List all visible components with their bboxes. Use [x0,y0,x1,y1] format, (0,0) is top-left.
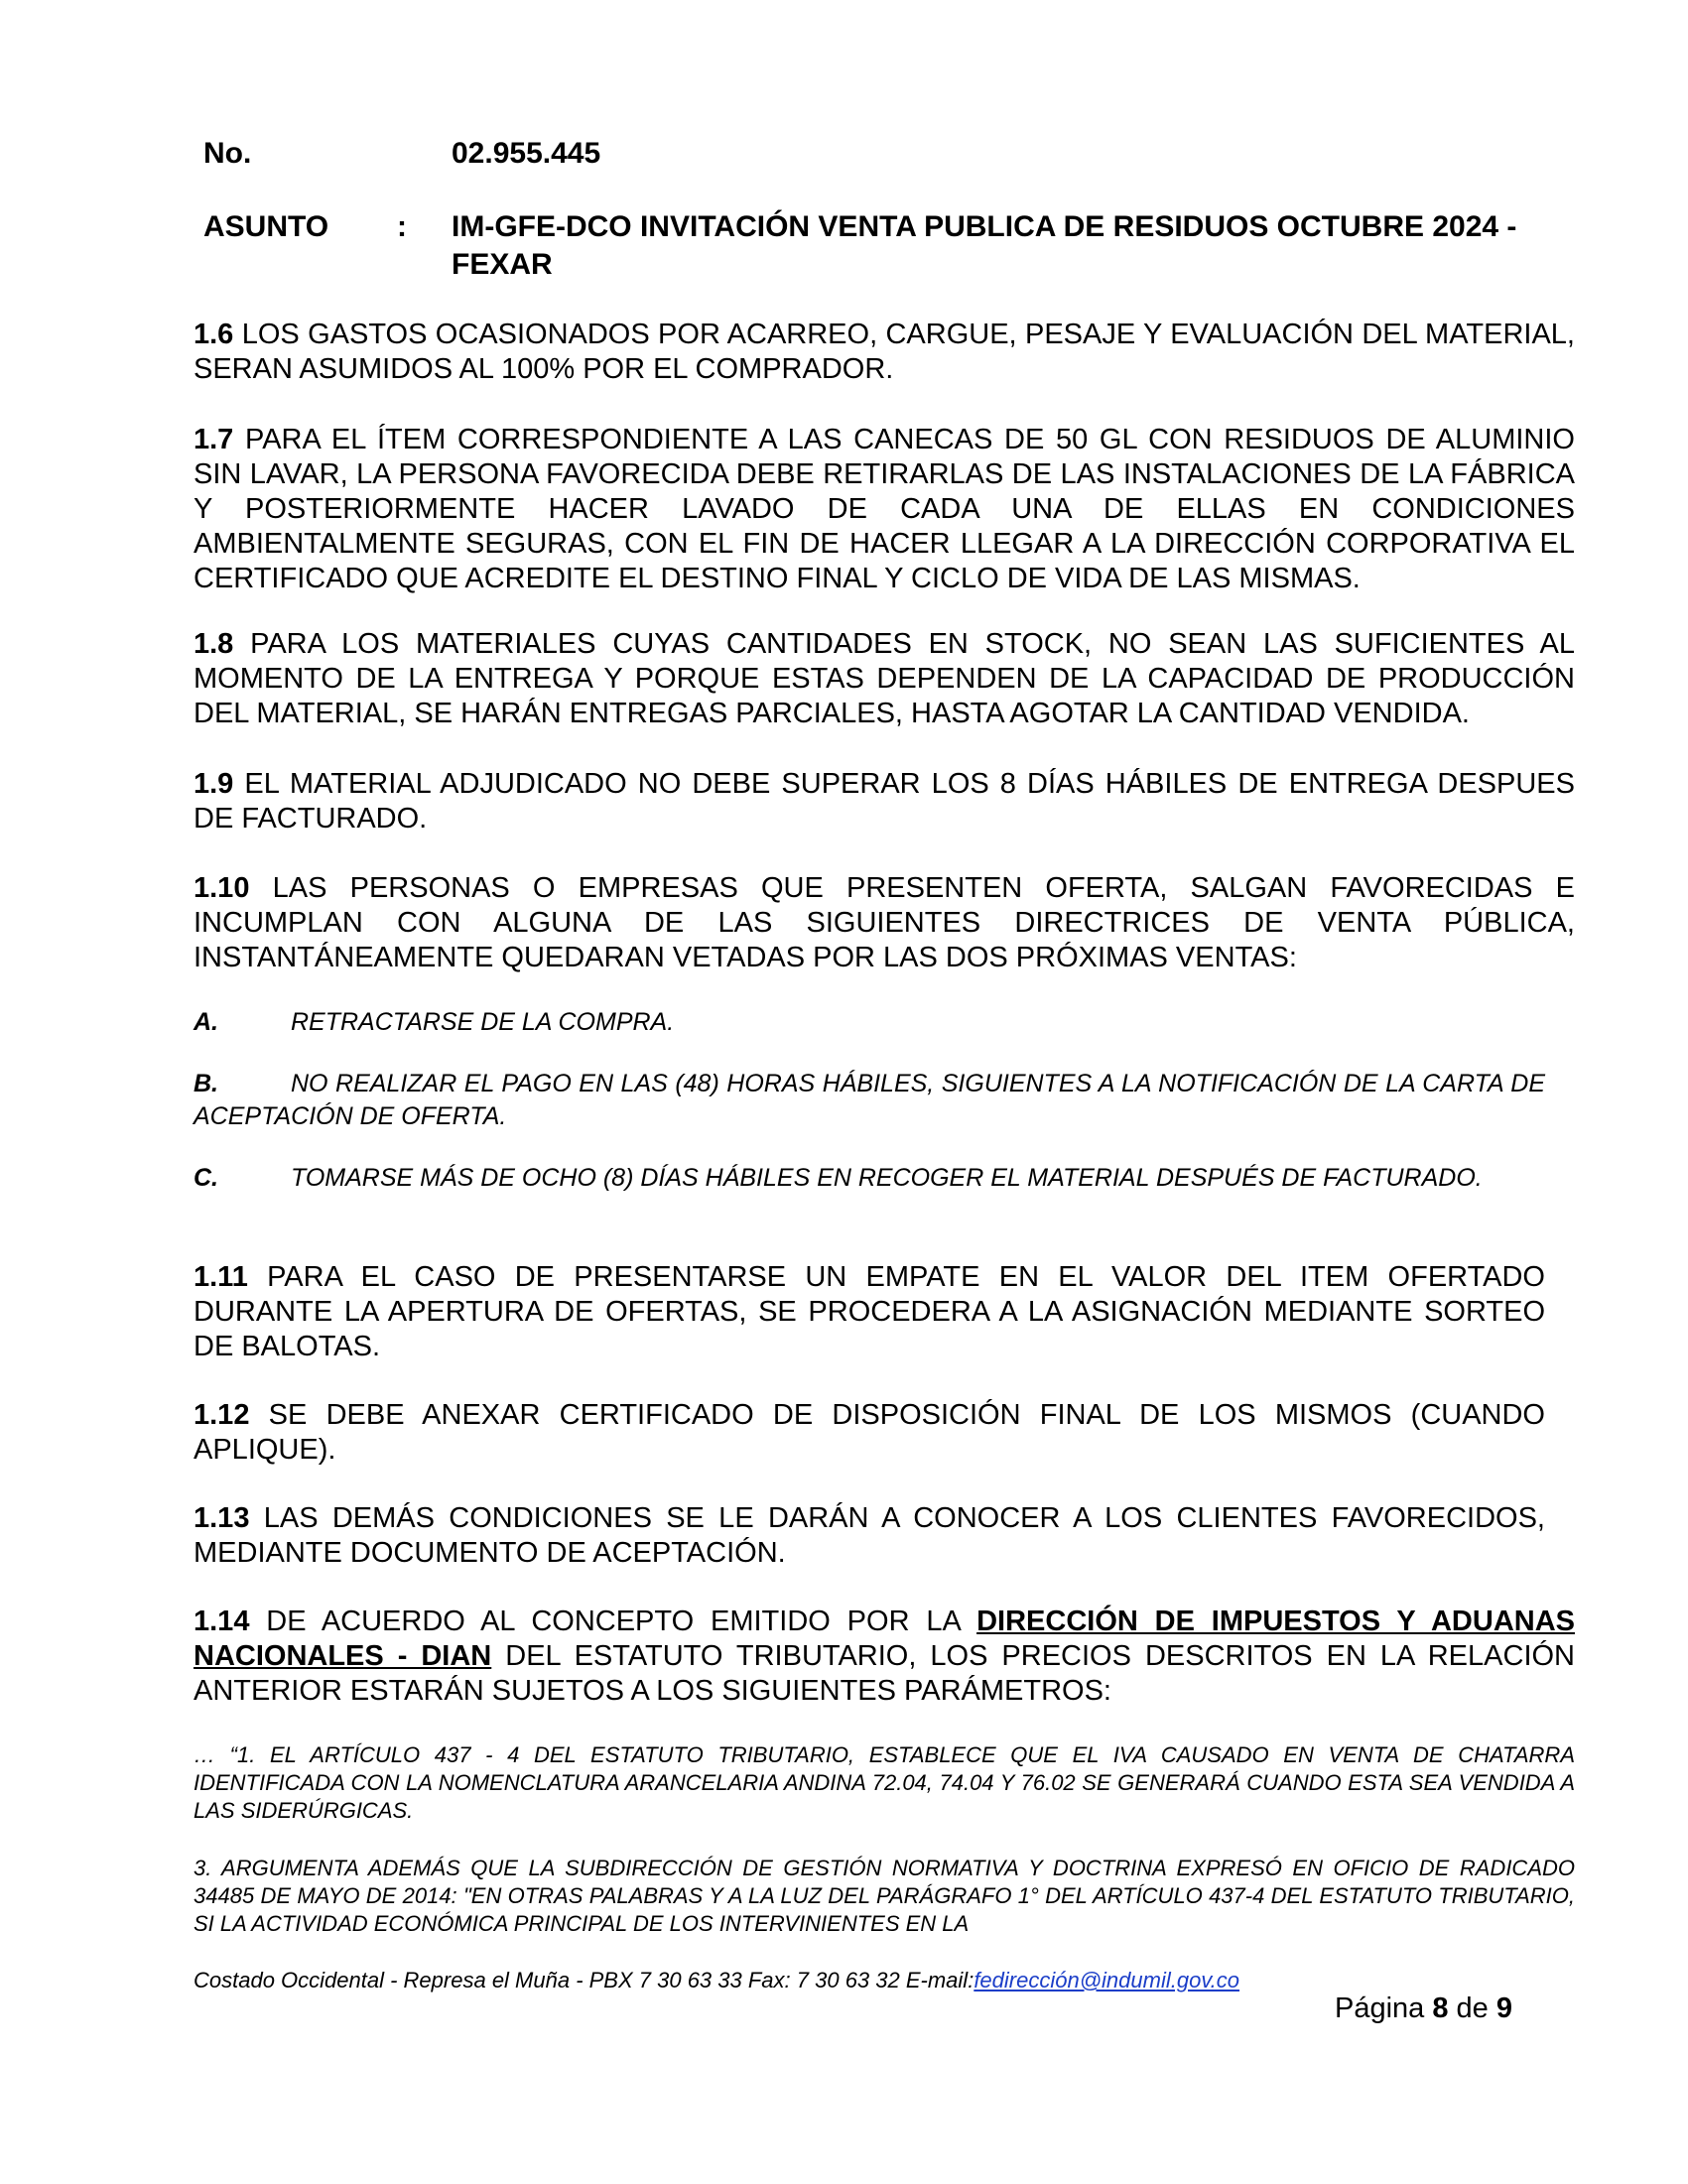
subject-text: IM-GFE-DCO INVITACIÓN VENTA PUBLICA DE RESIDUOS OCTUBRE 2024 - FEXAR [452,210,1517,281]
item-number: 1.14 [194,1606,250,1637]
literal-b [194,1068,1545,1133]
item-number: 1.13 [194,1502,250,1534]
item-1-13 [194,1501,1545,1571]
item-text: DE ACUERDO AL CONCEPTO EMITIDO POR LA [249,1606,977,1637]
no-label: No. [203,137,252,170]
item-number: 1.7 [194,424,234,455]
item-text: SE DEBE ANEXAR CERTIFICADO DE DISPOSICIÓN FINAL DE LOS MISMOS (CUANDO APLIQUE). [194,1399,1545,1466]
item-1-14 [194,1605,1575,1709]
item-number: 1.11 [194,1261,248,1293]
item-number: 1.8 [194,628,234,660]
item-1-8 [194,627,1575,731]
literal-text: NO REALIZAR EL PAGO EN LAS (48) HORAS HÁBILES, SIGUIENTES A LA NOTIFICACIÓN DE LA CARTA DE ACEPTACIÓN DE OFERTA. [194,1070,1545,1130]
dian-reference: DIRECCIÓN DE IMPUESTOS Y ADUANAS NACIONALES - DIAN [194,1606,1575,1672]
item-number: 1.10 [194,872,250,904]
item-1-7 [194,423,1575,596]
literal-text: TOMARSE MÁS DE OCHO (8) DÍAS HÁBILES EN RECOGER EL MATERIAL DESPUÉS DE FACTURADO. [291,1164,1483,1192]
literal-a [194,1006,1545,1039]
literal-c [194,1162,1545,1195]
item-1-6 [194,318,1575,387]
page-number [1335,1992,1512,2025]
item-text: PARA EL ÍTEM CORRESPONDIENTE A LAS CANECAS DE 50 GL CON RESIDUOS DE ALUMINIO SIN LAVAR, LA PERSONA FAVORECIDA DEBE RETIRARLAS DE LAS INSTALACIONES DE LA FÁBRICA Y POSTERIORMENTE HACER LAVADO DE CADA UNA DE ELLAS EN CONDICIONES AMBIENTALMENTE SEGURAS, CON EL FIN DE HACER LLEGAR A LA DIRECCIÓN CORPORATIVA EL CERTIFICADO QUE ACREDITE EL DESTINO FINAL Y CICLO DE VIDA DE LAS MISMAS. [194,424,1575,594]
item-1-9 [194,767,1575,836]
item-text: PARA EL CASO DE PRESENTARSE UN EMPATE EN EL VALOR DEL ITEM OFERTADO DURANTE LA APERTURA DE OFERTAS, SE PROCEDERA A LA ASIGNACIÓN MEDIANTE SORTEO DE BALOTAS. [194,1261,1545,1362]
page-current: 8 [1432,1992,1449,2024]
item-1-12 [194,1398,1545,1468]
document-number: 02.955.445 [452,137,601,170]
page-of: de [1448,1992,1496,2024]
item-number: 1.12 [194,1399,250,1431]
quote-1: … “1. EL ARTÍCULO 437 - 4 DEL ESTATUTO TRIBUTARIO, ESTABLECE QUE EL IVA CAUSADO EN VENTA DE CHATARRA IDENTIFICADA CON LA NOMENCLATURA ARANCELARIA ANDINA 72.04, 74.04 Y 76.02 SE GENERARÁ CUANDO ESTA SEA VENDIDA A LAS SIDERÚRGICAS. [194,1742,1575,1823]
item-text: EL MATERIAL ADJUDICADO NO DEBE SUPERAR LOS 8 DÍAS HÁBILES DE ENTREGA DESPUES DE FACTURADO. [194,768,1575,835]
literal-text: RETRACTARSE DE LA COMPRA. [291,1008,675,1036]
literal-letter: A. [194,1008,218,1036]
item-text: LOS GASTOS OCASIONADOS POR ACARREO, CARGUE, PESAJE Y EVALUACIÓN DEL MATERIAL, SERAN ASUMIDOS AL 100% POR EL COMPRADOR. [194,319,1575,385]
item-1-10 [194,871,1575,975]
literal-letter: C. [194,1164,218,1192]
footer-email-link[interactable]: fedirección@indumil.gov.co [974,1968,1240,1992]
quote-3: 3. ARGUMENTA ADEMÁS QUE LA SUBDIRECCIÓN DE GESTIÓN NORMATIVA Y DOCTRINA EXPRESÓ EN OFICIO DE RADICADO 34485 DE MAYO DE 2014: "EN OTRAS PALABRAS Y A LA LUZ DEL PARÁGRAFO 1° DEL ARTÍCULO 437-4 DEL ESTATUTO TRIBUTARIO, SI LA ACTIVIDAD ECONÓMICA PRINCIPAL DE LOS INTERVINIENTES EN LA [194,1856,1575,1936]
literal-letter: B. [194,1070,218,1097]
asunto-colon: : [397,210,407,243]
item-text: LAS DEMÁS CONDICIONES SE LE DARÁN A CONOCER A LOS CLIENTES FAVORECIDOS, MEDIANTE DOCUMENTO DE ACEPTACIÓN. [194,1502,1545,1569]
footer-contact [194,1968,1239,1993]
item-number: 1.6 [194,319,234,350]
item-text: PARA LOS MATERIALES CUYAS CANTIDADES EN STOCK, NO SEAN LAS SUFICIENTES AL MOMENTO DE LA ENTREGA Y PORQUE ESTAS DEPENDEN DE LA CAPACIDAD DE PRODUCCIÓN DEL MATERIAL, SE HARÁN ENTREGAS PARCIALES, HASTA AGOTAR LA CANTIDAD VENDIDA. [194,628,1575,729]
asunto-label: ASUNTO [203,210,329,243]
page-total: 9 [1495,1992,1513,2024]
item-number: 1.9 [194,768,234,800]
page-word: Página [1335,1992,1433,2024]
item-1-11 [194,1260,1545,1364]
item-text: LAS PERSONAS O EMPRESAS QUE PRESENTEN OFERTA, SALGAN FAVORECIDAS E INCUMPLAN CON ALGUNA DE LAS SIGUIENTES DIRECTRICES DE VENTA PÚBLICA, INSTANTÁNEAMENTE QUEDARAN VETADAS POR LAS DOS PRÓXIMAS VENTAS: [194,872,1575,973]
footer-address: Costado Occidental - Represa el Muña - PBX 7 30 63 33 Fax: 7 30 63 32 E-mail: [194,1968,974,1992]
item-text: DEL ESTATUTO TRIBUTARIO, LOS PRECIOS DESCRITOS EN LA RELACIÓN ANTERIOR ESTARÁN SUJETOS A LOS SIGUIENTES PARÁMETROS: [194,1640,1575,1707]
